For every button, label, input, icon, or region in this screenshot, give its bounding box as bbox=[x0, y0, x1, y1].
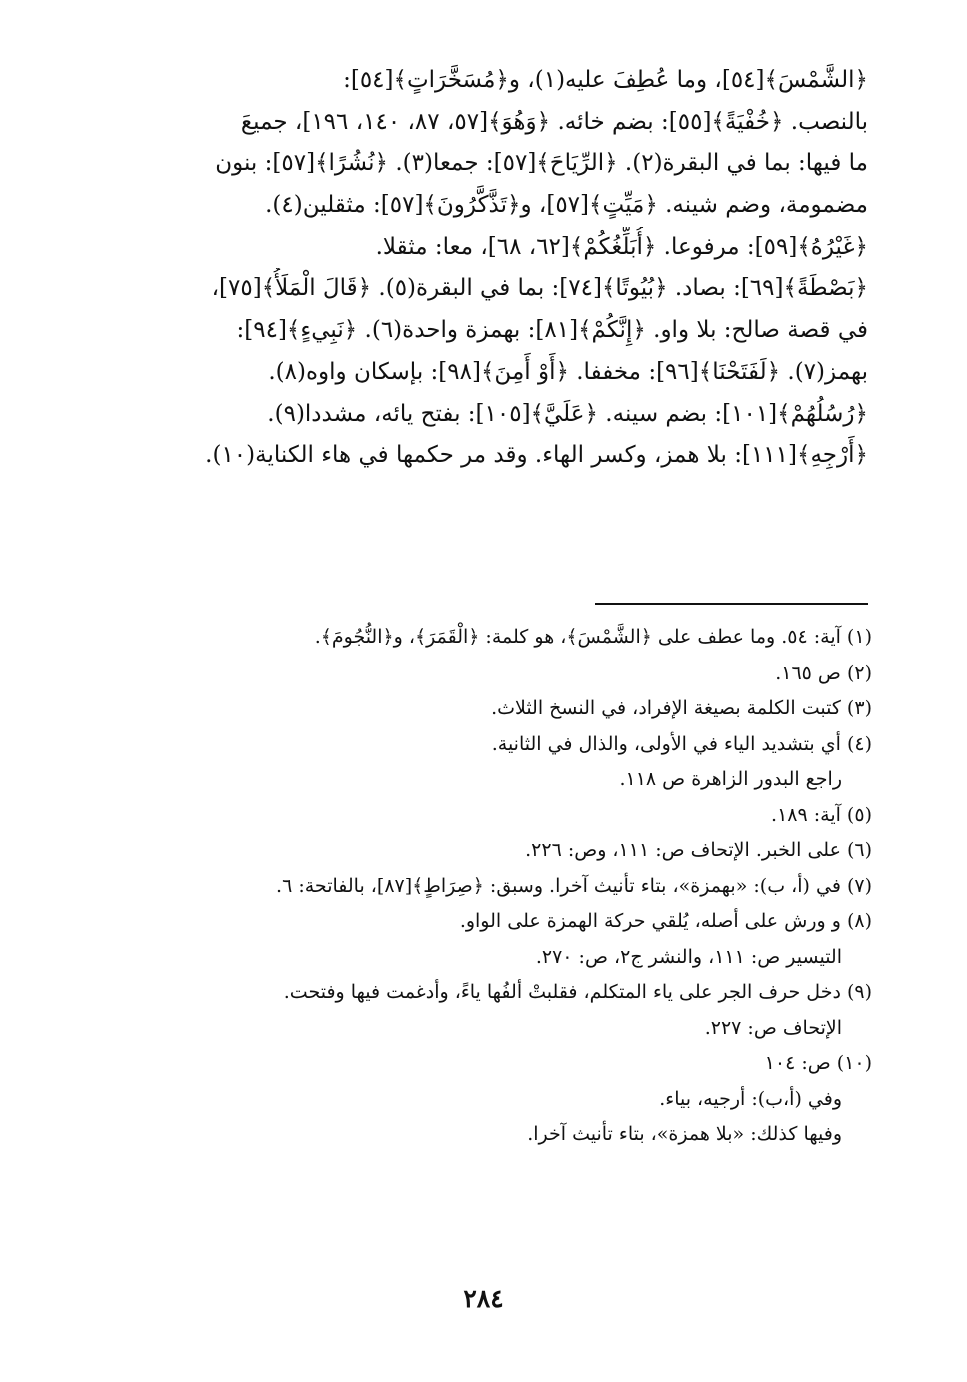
footnote-line: (١) آية: ٥٤. وما عطف على ﴿الشَّمْسَ﴾، هو كلمة: ﴿الْقَمَرَ﴾، و﴿النُّجُومَ﴾. bbox=[314, 626, 872, 648]
main-text-line: في قصة صالح: بلا واو. ﴿إِنَّكُمْ﴾[٨١]: بهمزة واحدة(٦). ﴿نَبِيءٍ﴾[٩٤]: bbox=[236, 317, 868, 344]
footnote-continuation: الإتحاف ص: ٢٢٧. bbox=[704, 1016, 842, 1039]
footnotes-block bbox=[150, 620, 872, 1153]
main-text-line: ﴿غَيْرُهُ﴾[٥٩]: مرفوعا. ﴿أُبَلِّغُكُمْ﴾[٦٢، ٦٨]، معا: مثقلا. bbox=[375, 233, 868, 260]
footnote-line: (٧) في (أ، ب): «بهمزة»، بتاء تأنيث آخرا. وسبق: ﴿صِرَاطٍ﴾[٨٧]، بالفاتحة: ٦. bbox=[276, 874, 872, 897]
main-text-line: ﴿أَرْجِهِ﴾[١١١]: بلا همز، وكسر الهاء. وقد مر حكمها في هاء الكناية(١٠). bbox=[205, 442, 868, 469]
footnote-line: (٩) دخل حرف الجر على ياء المتكلم، فقلبتْ ألفُها ياءً، وأدغمت فيها وفتحت. bbox=[283, 981, 872, 1003]
main-text-line: ﴿بَصْطَةً﴾[٦٩]: بصاد. ﴿بُيُوتًا﴾[٧٤]: بما في البقرة(٥). ﴿قَالَ الْمَلَأُ﴾[٧٥]، bbox=[211, 275, 868, 302]
footnote-line: (٤) أي بتشديد الياء في الأولى، والذال في الثانية. bbox=[491, 732, 872, 755]
footnote-line: (٣) كتبت الكلمة بصيغة الإفراد، في النسخ الثلاث. bbox=[491, 697, 872, 719]
main-text-line: ما فيها: بما في البقرة(٢). ﴿الرِّيَاحَ﴾[٥٧]: جمعا(٣). ﴿نُشُرًا﴾[٥٧]: بنون bbox=[215, 150, 868, 177]
footnote-continuation: وفي (أ،ب): أرجيه، بياء. bbox=[659, 1087, 842, 1110]
page-number: ٢٨٤ bbox=[463, 1284, 504, 1313]
main-text-line: ﴿الشَّمْسَ﴾[٥٤]، وما عُطِفَ عليه(١)، و﴿مُسَخَّرَاتٍ﴾[٥٤]: bbox=[343, 67, 868, 93]
footnote-separator bbox=[595, 603, 868, 605]
footnote-line: (٨) و ورش على أصله، يُلقي حركة الهمزة على الواو. bbox=[459, 910, 872, 932]
main-text-block bbox=[150, 60, 868, 477]
footnote-continuation: راجع البدور الزاهرة ص ١١٨. bbox=[619, 768, 842, 790]
footnote-continuation: وفيها كذلك: «بلا همزة»، بتاء تأنيث آخرا. bbox=[527, 1123, 842, 1145]
footnote-line: (٢) ص ١٦٥. bbox=[775, 661, 872, 684]
footnote-line: (٥) آية: ١٨٩. bbox=[771, 803, 872, 826]
footnote-continuation: التيسير ص: ١١١، والنشر ج٢، ص: ٢٧٠. bbox=[535, 945, 842, 968]
main-text-line: بالنصب. ﴿خُفْيَةً﴾[٥٥]: بضم خائه. ﴿وَهُوَ﴾[٥٧، ٨٧، ١٤٠، ١٩٦]، جميعَ bbox=[240, 108, 868, 135]
footnote-line: (١٠) ص: ١٠٤ bbox=[764, 1052, 872, 1074]
main-text-line: مضمومة، وضم شينه. ﴿مَيِّتٍ﴾[٥٧]، و﴿تَذَّكَّرُونَ﴾[٥٧]: مثقلين(٤). bbox=[265, 192, 868, 219]
footnote-line: (٦) على الخبر. الإتحاف ص: ١١١، وص: ٢٢٦. bbox=[525, 839, 872, 861]
main-text-line: ﴿رُسُلُهُمْ﴾[١٠١]: بضم سينه. ﴿عَلَيَّ﴾[١٠٥]: بفتح يائه، مشددا(٩). bbox=[267, 400, 868, 427]
main-text-line: بهمز(٧). ﴿لَفَتَحْنَا﴾[٩٦]: مخففا. ﴿أَوْ أَمِنَ﴾[٩٨]: بإسكان واوه(٨). bbox=[268, 358, 868, 385]
